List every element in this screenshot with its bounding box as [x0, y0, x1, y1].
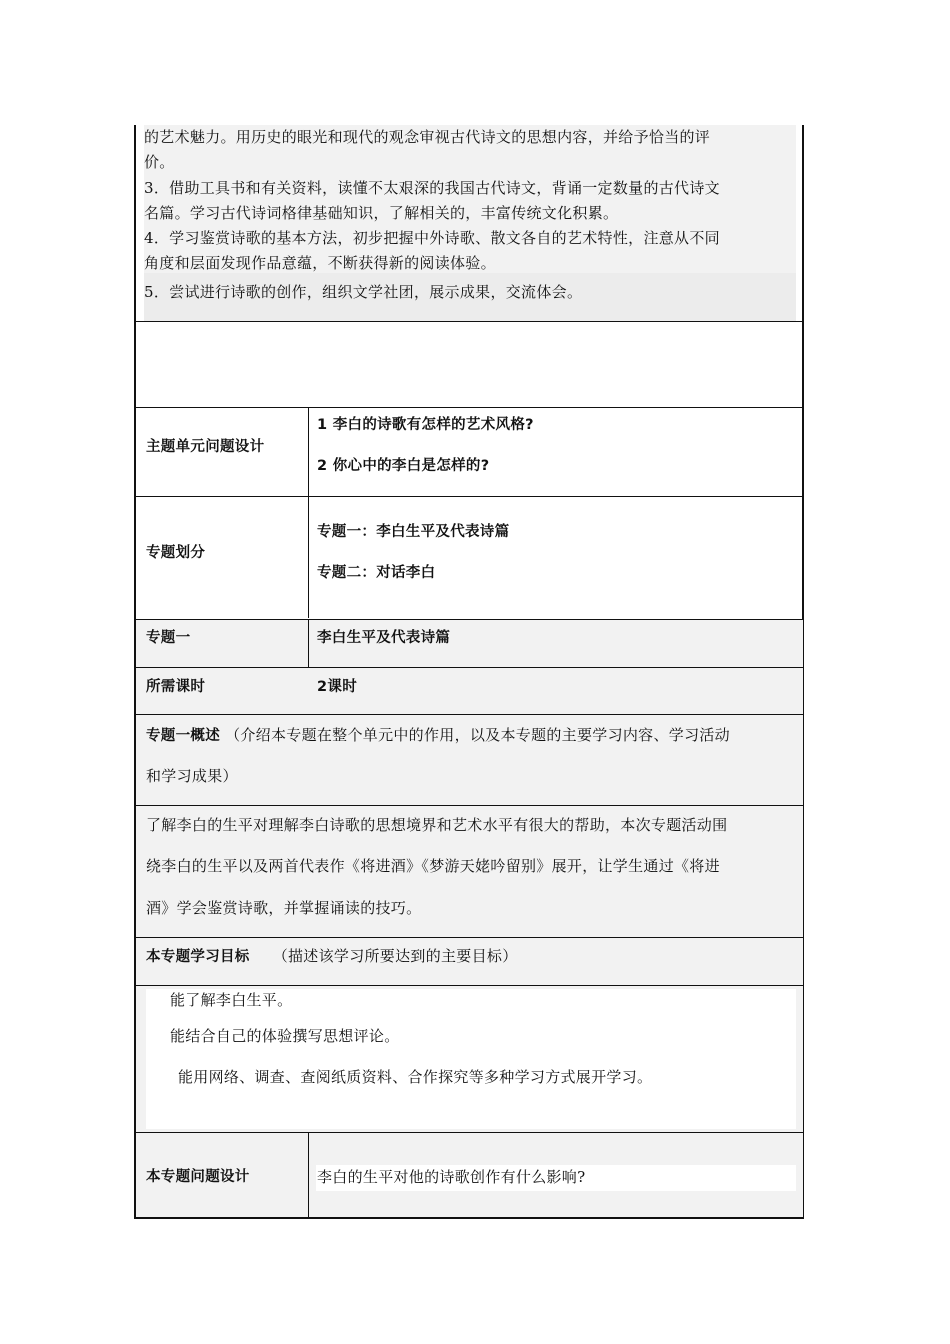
objectives-line-2: 价。 — [144, 153, 175, 171]
topic-question-value: 李白的生平对他的诗歌创作有什么影响? — [317, 1168, 586, 1186]
divider — [136, 496, 802, 497]
unit-question-2: 2 你心中的李白是怎样的? — [317, 458, 490, 474]
column-divider — [308, 1132, 309, 1219]
goals-label: 本专题学习目标 — [146, 949, 250, 965]
hours-shade — [136, 668, 803, 714]
goals-header — [146, 944, 518, 970]
goals-hint: （描述该学习所要达到的主要目标） — [272, 947, 518, 965]
goal-1: 能了解李白生平。 — [170, 991, 293, 1009]
objectives-line-1: 的艺术魅力。用历史的眼光和现代的观念审视古代诗文的思想内容，并给予恰当的评 — [144, 128, 711, 146]
objectives-line-6: 角度和层面发现作品意蕴，不断获得新的阅读体验。 — [144, 254, 496, 272]
topic-division-label: 专题划分 — [146, 545, 206, 561]
column-divider — [308, 407, 309, 618]
overview-body-line-2: 绕李白的生平以及两首代表作《将进酒》《梦游天姥吟留别》展开，让学生通过《将进 — [146, 857, 720, 875]
objectives-line-3: 3．借助工具书和有关资料，读懂不太艰深的我国古代诗文，背诵一定数量的古代诗文 — [144, 179, 720, 197]
objectives-line-4: 名篇。学习古代诗词格律基础知识，了解相关的，丰富传统文化积累。 — [144, 204, 619, 222]
overview-hint-1: （介绍本专题在整个单元中的作用，以及本专题的主要学习内容、学习活动 — [225, 726, 730, 744]
unit-questions-label: 主题单元问题设计 — [146, 439, 265, 455]
unit-question-1: 1 李白的诗歌有怎样的艺术风格? — [317, 417, 534, 433]
divider — [136, 407, 802, 408]
objectives-line-7: 5．尝试进行诗歌的创作，组织文学社团，展示成果，交流体会。 — [144, 283, 583, 301]
divider — [136, 321, 802, 322]
topic-question-label: 本专题问题设计 — [146, 1169, 250, 1185]
topic-division-1: 专题一：李白生平及代表诗篇 — [317, 524, 510, 540]
topic-one-label: 专题一 — [146, 630, 191, 646]
objectives-line-5: 4．学习鉴赏诗歌的基本方法，初步把握中外诗歌、散文各自的艺术特性，注意从不同 — [144, 229, 720, 247]
goal-2: 能结合自己的体验撰写思想评论。 — [170, 1027, 400, 1045]
goal-3: 能用网络、调查、查阅纸质资料、合作探究等多种学习方式展开学习。 — [178, 1068, 653, 1086]
topic-division-2: 专题二：对话李白 — [317, 565, 436, 581]
overview-hint-2: 和学习成果） — [146, 767, 238, 785]
overview-label: 专题一概述 — [146, 728, 220, 744]
topic-one-shade — [136, 620, 803, 667]
overview-body-line-3: 酒》学会鉴赏诗歌，并掌握诵读的技巧。 — [146, 899, 422, 917]
hours-value: 2课时 — [317, 679, 357, 695]
overview-header-line-1 — [146, 723, 730, 749]
hours-label: 所需课时 — [146, 679, 206, 695]
overview-body-line-1: 了解李白的生平对理解李白诗歌的思想境界和艺术水平有很大的帮助，本次专题活动围 — [146, 816, 728, 834]
planning-table — [134, 125, 804, 1219]
topic-one-value: 李白生平及代表诗篇 — [317, 630, 451, 646]
